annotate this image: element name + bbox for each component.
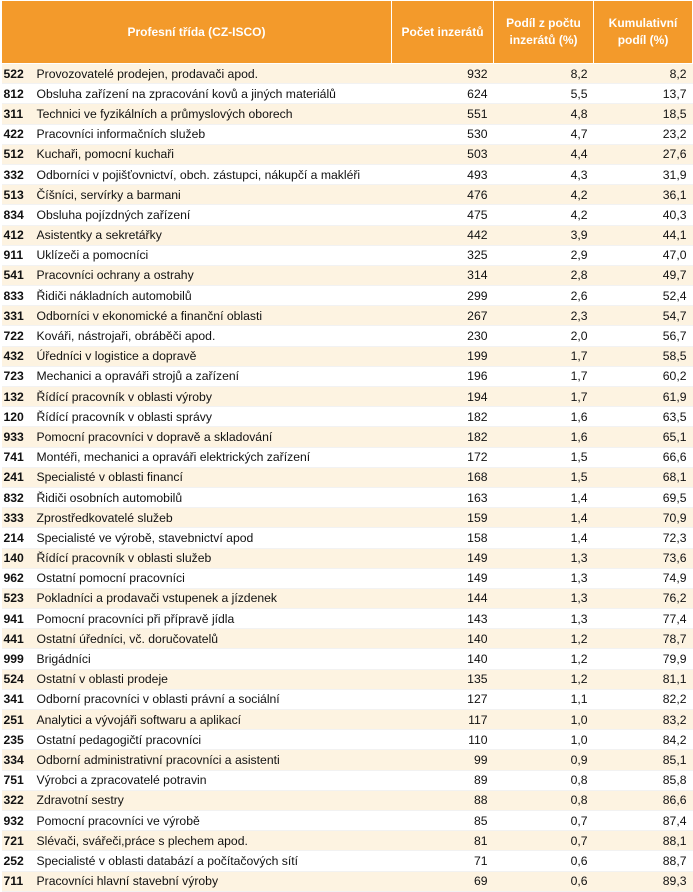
- share-cell: 2,8: [494, 265, 594, 285]
- isco-code-cell: 332: [2, 164, 34, 184]
- cumulative-share-cell: 89,3: [594, 871, 693, 891]
- isco-code-cell: 120: [2, 407, 34, 427]
- ad-count-cell: 71: [392, 851, 494, 871]
- table-row: [2, 124, 693, 144]
- cumulative-share-cell: 27,6: [594, 144, 693, 164]
- cumulative-share-cell: 36,1: [594, 185, 693, 205]
- profession-name-cell: Ostatní úředníci, vč. doručovatelů: [34, 629, 392, 649]
- profession-name-cell: Provozovatelé prodejen, prodavači apod.: [34, 64, 392, 84]
- ad-count-cell: 230: [392, 326, 494, 346]
- ad-count-cell: 110: [392, 730, 494, 750]
- ad-count-cell: 624: [392, 84, 494, 104]
- isco-code-cell: 834: [2, 205, 34, 225]
- share-cell: 0,7: [494, 810, 594, 830]
- profession-name-cell: Ostatní pomocní pracovníci: [34, 568, 392, 588]
- table-row: [2, 508, 693, 528]
- isco-code-cell: 333: [2, 508, 34, 528]
- cumulative-share-cell: 13,7: [594, 84, 693, 104]
- isco-code-cell: 513: [2, 185, 34, 205]
- table-row: [2, 104, 693, 124]
- ad-count-cell: 194: [392, 387, 494, 407]
- cumulative-share-cell: 31,9: [594, 164, 693, 184]
- share-cell: 1,1: [494, 689, 594, 709]
- ad-count-cell: 69: [392, 871, 494, 891]
- isco-code-cell: 252: [2, 851, 34, 871]
- share-cell: 1,4: [494, 487, 594, 507]
- share-cell: 1,3: [494, 609, 594, 629]
- share-cell: 0,6: [494, 851, 594, 871]
- table-row: [2, 64, 693, 84]
- isco-code-cell: 962: [2, 568, 34, 588]
- table-row: [2, 185, 693, 205]
- cumulative-share-cell: 81,1: [594, 669, 693, 689]
- isco-code-cell: 833: [2, 286, 34, 306]
- cumulative-share-cell: 23,2: [594, 124, 693, 144]
- profession-name-cell: Číšníci, servírky a barmani: [34, 185, 392, 205]
- ad-count-cell: 199: [392, 346, 494, 366]
- cumulative-share-cell: 65,1: [594, 427, 693, 447]
- table-row: [2, 831, 693, 851]
- table-body: [2, 64, 693, 892]
- table-row: [2, 205, 693, 225]
- isco-code-cell: 523: [2, 588, 34, 608]
- table-row: [2, 871, 693, 891]
- cumulative-share-cell: 18,5: [594, 104, 693, 124]
- profession-name-cell: Uklízeči a pomocníci: [34, 245, 392, 265]
- cumulative-share-cell: 49,7: [594, 265, 693, 285]
- share-cell: 1,5: [494, 447, 594, 467]
- profession-name-cell: Zprostředkovatelé služeb: [34, 508, 392, 528]
- table-row: [2, 427, 693, 447]
- isco-code-cell: 341: [2, 689, 34, 709]
- profession-name-cell: Výrobci a zpracovatelé potravin: [34, 770, 392, 790]
- table-row: [2, 528, 693, 548]
- share-cell: 3,9: [494, 225, 594, 245]
- table-row: [2, 669, 693, 689]
- ad-count-cell: 503: [392, 144, 494, 164]
- profession-name-cell: Ostatní pedagogičtí pracovníci: [34, 730, 392, 750]
- table-row: [2, 245, 693, 265]
- isco-code-cell: 721: [2, 831, 34, 851]
- ad-count-cell: 81: [392, 831, 494, 851]
- ad-count-cell: 442: [392, 225, 494, 245]
- ad-count-cell: 163: [392, 487, 494, 507]
- isco-code-cell: 941: [2, 609, 34, 629]
- isco-code-cell: 812: [2, 84, 34, 104]
- table-row: [2, 548, 693, 568]
- profession-name-cell: Odborní administrativní pracovníci a asistenti: [34, 750, 392, 770]
- cumulative-share-cell: 60,2: [594, 366, 693, 386]
- ad-count-cell: 168: [392, 467, 494, 487]
- ad-count-cell: 172: [392, 447, 494, 467]
- profession-name-cell: Analytici a vývojáři softwaru a aplikací: [34, 710, 392, 730]
- table-row: [2, 84, 693, 104]
- cumulative-share-cell: 40,3: [594, 205, 693, 225]
- table-row: [2, 588, 693, 608]
- table-row: [2, 750, 693, 770]
- share-cell: 4,2: [494, 185, 594, 205]
- ad-count-cell: 475: [392, 205, 494, 225]
- profession-name-cell: Odborníci v ekonomické a finanční oblasti: [34, 306, 392, 326]
- isco-code-cell: 723: [2, 366, 34, 386]
- profession-name-cell: Pomocní pracovníci v dopravě a skladování: [34, 427, 392, 447]
- cumulative-share-cell: 69,5: [594, 487, 693, 507]
- cumulative-share-cell: 84,2: [594, 730, 693, 750]
- ad-count-cell: 932: [392, 64, 494, 84]
- header-profession: Profesní třída (CZ-ISCO): [2, 1, 392, 64]
- ad-count-cell: 158: [392, 528, 494, 548]
- table-row: [2, 346, 693, 366]
- isco-code-cell: 422: [2, 124, 34, 144]
- share-cell: 0,9: [494, 750, 594, 770]
- isco-code-cell: 441: [2, 629, 34, 649]
- profession-name-cell: Odborníci v pojišťovnictví, obch. zástupci, nákupčí a makléři: [34, 164, 392, 184]
- cumulative-share-cell: 8,2: [594, 64, 693, 84]
- profession-name-cell: Řidiči nákladních automobilů: [34, 286, 392, 306]
- ad-count-cell: 149: [392, 568, 494, 588]
- share-cell: 0,8: [494, 790, 594, 810]
- cumulative-share-cell: 79,9: [594, 649, 693, 669]
- cumulative-share-cell: 82,2: [594, 689, 693, 709]
- cumulative-share-cell: 72,3: [594, 528, 693, 548]
- ad-count-cell: 85: [392, 810, 494, 830]
- ad-count-cell: 144: [392, 588, 494, 608]
- ad-count-cell: 182: [392, 407, 494, 427]
- cumulative-share-cell: 73,6: [594, 548, 693, 568]
- profession-name-cell: Úředníci v logistice a dopravě: [34, 346, 392, 366]
- ad-count-cell: 99: [392, 750, 494, 770]
- cumulative-share-cell: 52,4: [594, 286, 693, 306]
- share-cell: 2,6: [494, 286, 594, 306]
- cumulative-share-cell: 68,1: [594, 467, 693, 487]
- share-cell: 1,6: [494, 427, 594, 447]
- share-cell: 1,2: [494, 669, 594, 689]
- share-cell: 4,2: [494, 205, 594, 225]
- table-row: [2, 689, 693, 709]
- share-cell: 1,3: [494, 588, 594, 608]
- cumulative-share-cell: 76,2: [594, 588, 693, 608]
- isco-code-cell: 140: [2, 548, 34, 568]
- ad-count-cell: 493: [392, 164, 494, 184]
- ad-count-cell: 267: [392, 306, 494, 326]
- table-row: [2, 387, 693, 407]
- table-row: [2, 447, 693, 467]
- profession-name-cell: Pracovníci informačních služeb: [34, 124, 392, 144]
- ad-count-cell: 299: [392, 286, 494, 306]
- ad-count-cell: 196: [392, 366, 494, 386]
- cumulative-share-cell: 74,9: [594, 568, 693, 588]
- ad-count-cell: 325: [392, 245, 494, 265]
- isco-code-cell: 241: [2, 467, 34, 487]
- table-row: [2, 326, 693, 346]
- isco-ads-table: [1, 0, 693, 892]
- share-cell: 1,7: [494, 366, 594, 386]
- isco-code-cell: 524: [2, 669, 34, 689]
- share-cell: 4,3: [494, 164, 594, 184]
- isco-code-cell: 412: [2, 225, 34, 245]
- share-cell: 0,7: [494, 831, 594, 851]
- ad-count-cell: 149: [392, 548, 494, 568]
- profession-name-cell: Slévači, svářeči,práce s plechem apod.: [34, 831, 392, 851]
- isco-code-cell: 322: [2, 790, 34, 810]
- ad-count-cell: 159: [392, 508, 494, 528]
- cumulative-share-cell: 56,7: [594, 326, 693, 346]
- cumulative-share-cell: 87,4: [594, 810, 693, 830]
- cumulative-share-cell: 85,8: [594, 770, 693, 790]
- ad-count-cell: 140: [392, 629, 494, 649]
- share-cell: 0,6: [494, 871, 594, 891]
- profession-name-cell: Zdravotní sestry: [34, 790, 392, 810]
- share-cell: 1,3: [494, 568, 594, 588]
- ad-count-cell: 135: [392, 669, 494, 689]
- isco-code-cell: 751: [2, 770, 34, 790]
- cumulative-share-cell: 47,0: [594, 245, 693, 265]
- cumulative-share-cell: 44,1: [594, 225, 693, 245]
- header-row: [2, 1, 693, 64]
- profession-name-cell: Ostatní v oblasti prodeje: [34, 669, 392, 689]
- share-cell: 0,8: [494, 770, 594, 790]
- ad-count-cell: 143: [392, 609, 494, 629]
- profession-name-cell: Řídící pracovník v oblasti služeb: [34, 548, 392, 568]
- cumulative-share-cell: 61,9: [594, 387, 693, 407]
- profession-name-cell: Řidiči osobních automobilů: [34, 487, 392, 507]
- table-row: [2, 467, 693, 487]
- ad-count-cell: 476: [392, 185, 494, 205]
- isco-code-cell: 832: [2, 487, 34, 507]
- table-row: [2, 144, 693, 164]
- ad-count-cell: 127: [392, 689, 494, 709]
- cumulative-share-cell: 77,4: [594, 609, 693, 629]
- profession-name-cell: Pracovníci ochrany a ostrahy: [34, 265, 392, 285]
- share-cell: 1,4: [494, 508, 594, 528]
- share-cell: 1,3: [494, 548, 594, 568]
- table-row: [2, 487, 693, 507]
- share-cell: 5,5: [494, 84, 594, 104]
- ad-count-cell: 88: [392, 790, 494, 810]
- cumulative-share-cell: 66,6: [594, 447, 693, 467]
- profession-name-cell: Technici ve fyzikálních a průmyslových oborech: [34, 104, 392, 124]
- profession-name-cell: Pracovníci hlavní stavební výroby: [34, 871, 392, 891]
- table-row: [2, 851, 693, 871]
- cumulative-share-cell: 70,9: [594, 508, 693, 528]
- table-row: [2, 629, 693, 649]
- share-cell: 2,9: [494, 245, 594, 265]
- cumulative-share-cell: 83,2: [594, 710, 693, 730]
- share-cell: 2,3: [494, 306, 594, 326]
- profession-name-cell: Specialisté v oblasti financí: [34, 467, 392, 487]
- share-cell: 4,7: [494, 124, 594, 144]
- cumulative-share-cell: 63,5: [594, 407, 693, 427]
- ad-count-cell: 182: [392, 427, 494, 447]
- isco-code-cell: 911: [2, 245, 34, 265]
- profession-name-cell: Pomocní pracovníci při přípravě jídla: [34, 609, 392, 629]
- table-row: [2, 306, 693, 326]
- table-row: [2, 790, 693, 810]
- table-row: [2, 164, 693, 184]
- profession-name-cell: Kováři, nástrojaři, obráběči apod.: [34, 326, 392, 346]
- isco-code-cell: 334: [2, 750, 34, 770]
- isco-code-cell: 251: [2, 710, 34, 730]
- table-row: [2, 609, 693, 629]
- cumulative-share-cell: 85,1: [594, 750, 693, 770]
- table-row: [2, 225, 693, 245]
- isco-code-cell: 541: [2, 265, 34, 285]
- share-cell: 4,8: [494, 104, 594, 124]
- cumulative-share-cell: 86,6: [594, 790, 693, 810]
- isco-code-cell: 432: [2, 346, 34, 366]
- isco-code-cell: 933: [2, 427, 34, 447]
- profession-name-cell: Obsluha pojízdných zařízení: [34, 205, 392, 225]
- header-cumulative: Kumulativní podíl (%): [594, 1, 693, 64]
- ad-count-cell: 140: [392, 649, 494, 669]
- cumulative-share-cell: 58,5: [594, 346, 693, 366]
- isco-code-cell: 214: [2, 528, 34, 548]
- table-row: [2, 407, 693, 427]
- profession-name-cell: Montéři, mechanici a opraváři elektrických zařízení: [34, 447, 392, 467]
- profession-name-cell: Specialisté ve výrobě, stavebnictví apod: [34, 528, 392, 548]
- share-cell: 1,2: [494, 649, 594, 669]
- profession-name-cell: Asistentky a sekretářky: [34, 225, 392, 245]
- share-cell: 8,2: [494, 64, 594, 84]
- profession-name-cell: Odborní pracovníci v oblasti právní a sociální: [34, 689, 392, 709]
- isco-code-cell: 311: [2, 104, 34, 124]
- isco-code-cell: 132: [2, 387, 34, 407]
- cumulative-share-cell: 88,1: [594, 831, 693, 851]
- table-row: [2, 286, 693, 306]
- isco-code-cell: 331: [2, 306, 34, 326]
- isco-code-cell: 932: [2, 810, 34, 830]
- table-row: [2, 710, 693, 730]
- profession-name-cell: Pomocní pracovníci ve výrobě: [34, 810, 392, 830]
- profession-name-cell: Mechanici a opraváři strojů a zařízení: [34, 366, 392, 386]
- share-cell: 1,0: [494, 710, 594, 730]
- table-row: [2, 810, 693, 830]
- profession-name-cell: Řídící pracovník v oblasti výroby: [34, 387, 392, 407]
- header-count: Počet inzerátů: [392, 1, 494, 64]
- ad-count-cell: 117: [392, 710, 494, 730]
- profession-name-cell: Specialisté v oblasti databází a počítačových sítí: [34, 851, 392, 871]
- table-row: [2, 568, 693, 588]
- share-cell: 1,0: [494, 730, 594, 750]
- table-row: [2, 265, 693, 285]
- table-row: [2, 649, 693, 669]
- isco-code-cell: 741: [2, 447, 34, 467]
- isco-code-cell: 522: [2, 64, 34, 84]
- table-row: [2, 366, 693, 386]
- share-cell: 1,5: [494, 467, 594, 487]
- isco-code-cell: 512: [2, 144, 34, 164]
- share-cell: 1,6: [494, 407, 594, 427]
- ad-count-cell: 314: [392, 265, 494, 285]
- cumulative-share-cell: 54,7: [594, 306, 693, 326]
- ad-count-cell: 551: [392, 104, 494, 124]
- table-row: [2, 730, 693, 750]
- share-cell: 4,4: [494, 144, 594, 164]
- ad-count-cell: 89: [392, 770, 494, 790]
- header-share: Podíl z počtu inzerátů (%): [494, 1, 594, 64]
- share-cell: 1,4: [494, 528, 594, 548]
- share-cell: 1,7: [494, 387, 594, 407]
- share-cell: 1,2: [494, 629, 594, 649]
- table-row: [2, 770, 693, 790]
- cumulative-share-cell: 88,7: [594, 851, 693, 871]
- isco-code-cell: 711: [2, 871, 34, 891]
- profession-name-cell: Pokladníci a prodavači vstupenek a jízdenek: [34, 588, 392, 608]
- isco-code-cell: 235: [2, 730, 34, 750]
- profession-name-cell: Kuchaři, pomocní kuchaři: [34, 144, 392, 164]
- isco-code-cell: 722: [2, 326, 34, 346]
- ad-count-cell: 530: [392, 124, 494, 144]
- profession-name-cell: Obsluha zařízení na zpracování kovů a jiných materiálů: [34, 84, 392, 104]
- profession-name-cell: Brigádníci: [34, 649, 392, 669]
- isco-code-cell: 999: [2, 649, 34, 669]
- share-cell: 1,7: [494, 346, 594, 366]
- cumulative-share-cell: 78,7: [594, 629, 693, 649]
- profession-name-cell: Řídící pracovník v oblasti správy: [34, 407, 392, 427]
- share-cell: 2,0: [494, 326, 594, 346]
